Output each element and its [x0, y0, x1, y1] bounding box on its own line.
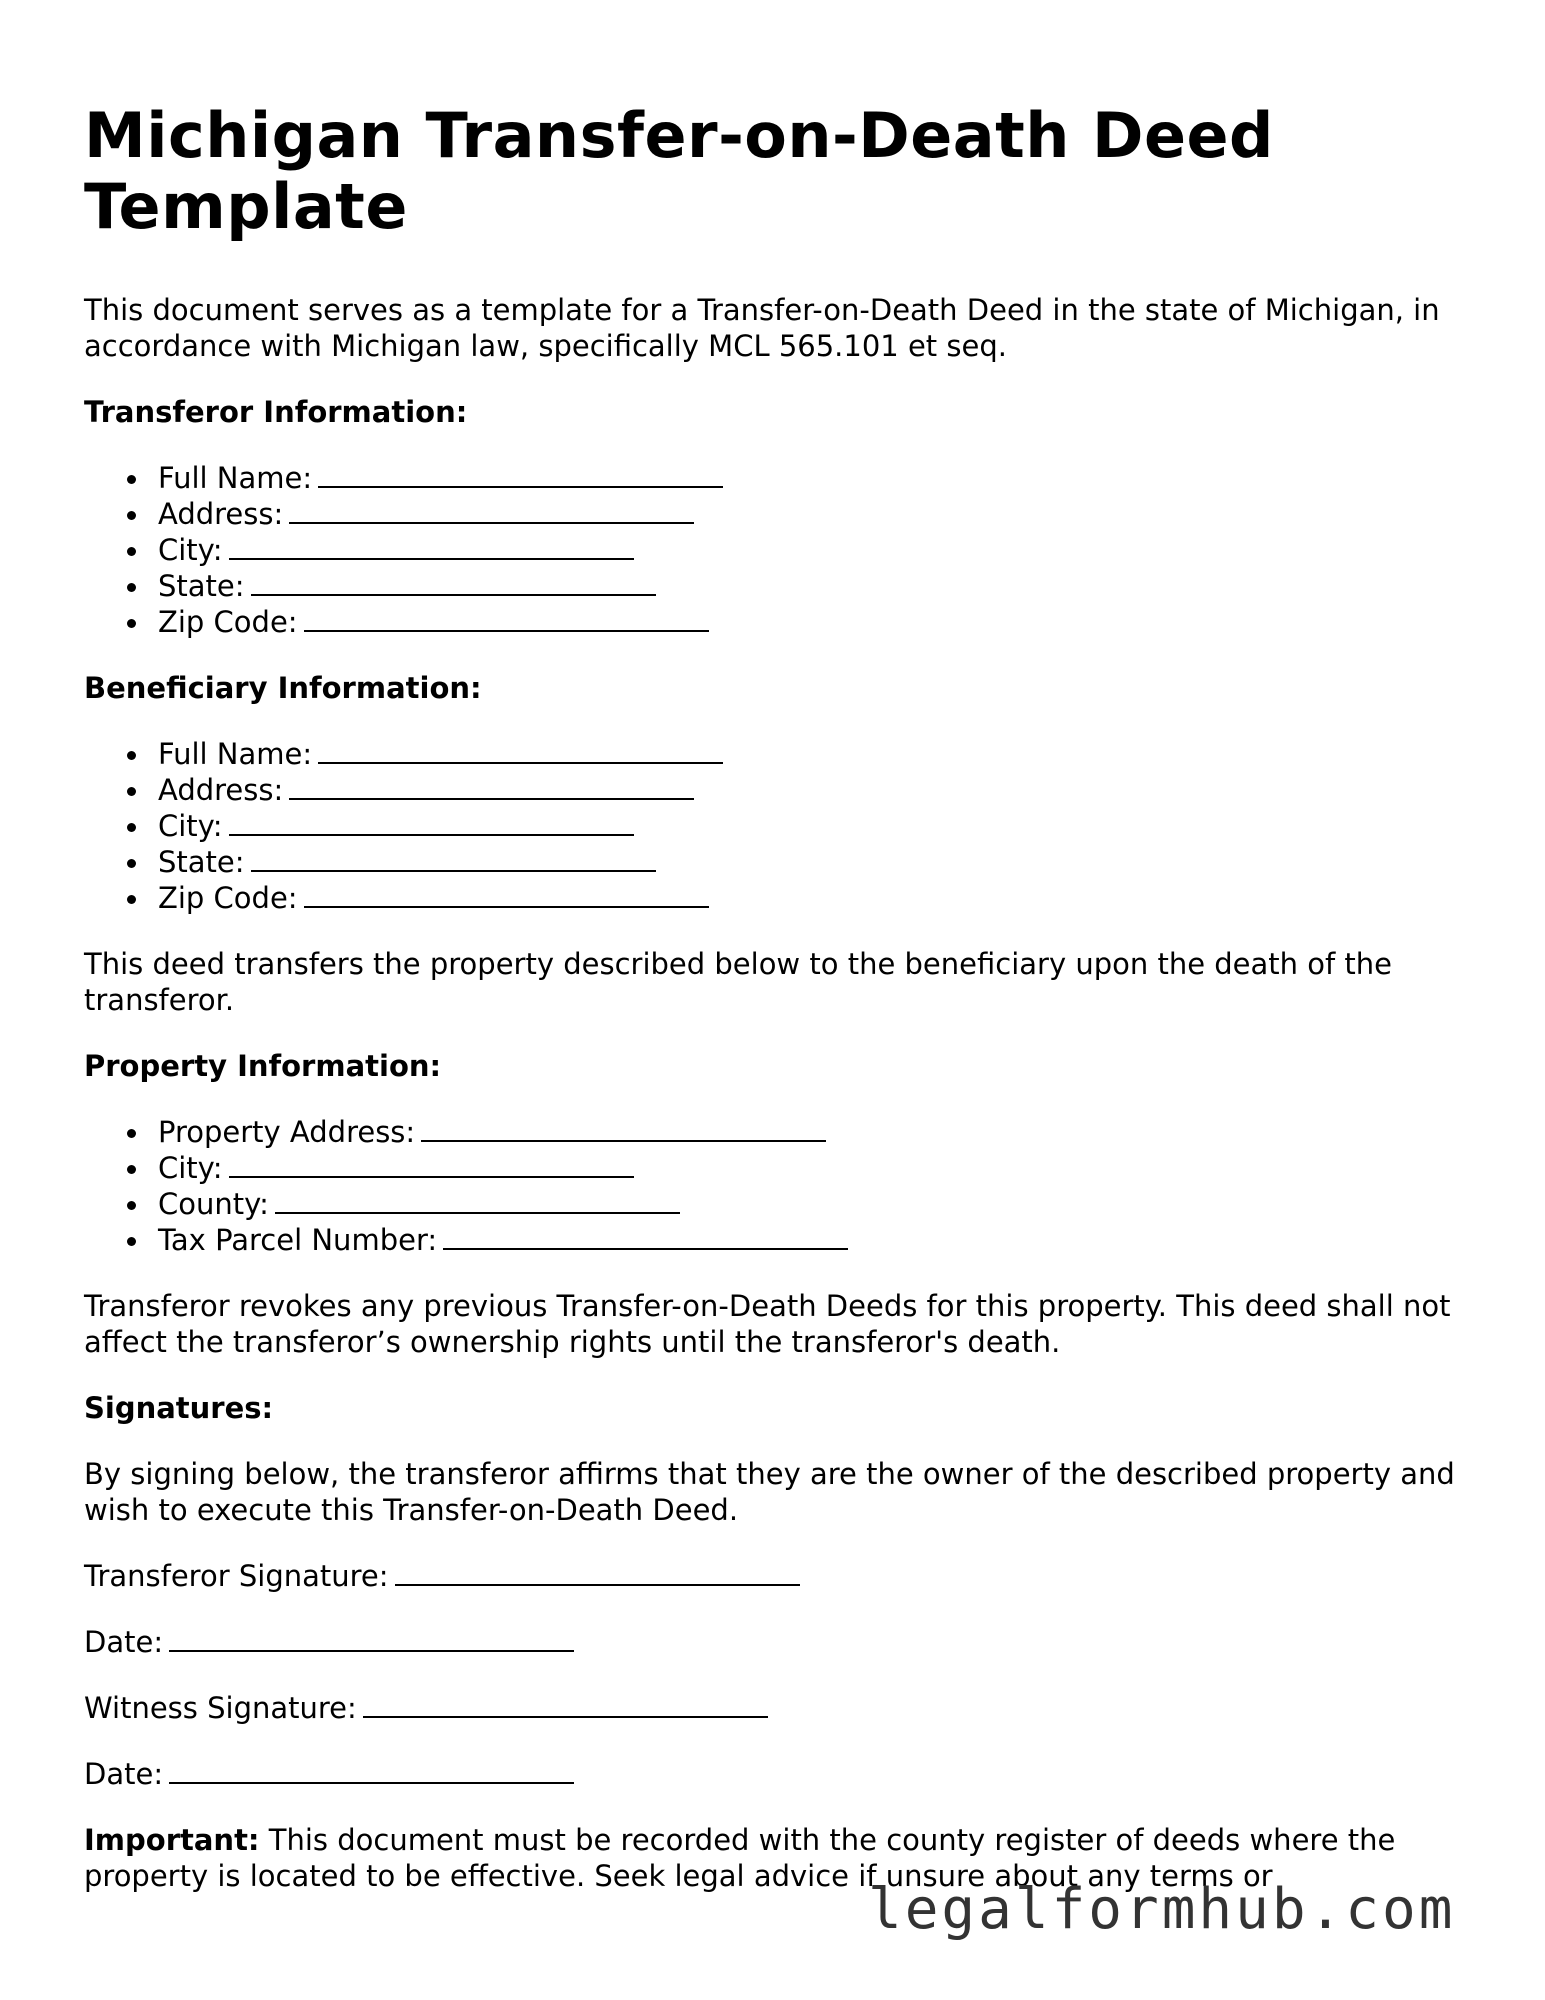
transferor-date-line [84, 1624, 1484, 1660]
fill-in-blank[interactable] [229, 532, 634, 560]
list-item [158, 736, 1484, 772]
list-item [158, 1186, 1484, 1222]
field-label: City: [158, 1151, 223, 1185]
fill-in-blank[interactable] [304, 880, 709, 908]
witness-date-line [84, 1756, 1484, 1792]
property-heading: Property Information: [84, 1049, 442, 1083]
document-page [84, 100, 1484, 1924]
beneficiary-fields [84, 736, 1484, 916]
fill-in-blank[interactable] [289, 496, 694, 524]
fill-in-blank[interactable] [251, 568, 656, 596]
signatures-heading: Signatures: [84, 1391, 274, 1425]
fill-in-blank[interactable] [275, 1186, 680, 1214]
list-item [158, 772, 1484, 808]
fill-in-blank[interactable] [395, 1558, 800, 1586]
beneficiary-heading: Beneficiary Information: [84, 671, 482, 705]
list-item [158, 568, 1484, 604]
field-label: Full Name: [158, 737, 313, 771]
property-fields [84, 1114, 1484, 1258]
fill-in-blank[interactable] [169, 1756, 574, 1784]
fill-in-blank[interactable] [289, 772, 694, 800]
fill-in-blank[interactable] [251, 844, 656, 872]
fill-in-blank[interactable] [421, 1114, 826, 1142]
list-item [158, 532, 1484, 568]
important-text: This document must be recorded with the county register of deeds where the property is located to be effective. Seek legal advice if unsure about any terms or [84, 1823, 1396, 1893]
field-label: Address: [158, 773, 284, 807]
fill-in-blank[interactable] [229, 808, 634, 836]
fill-in-blank[interactable] [443, 1222, 848, 1250]
page-title: Michigan Transfer-on-Death Deed Template [84, 99, 1274, 243]
list-item [158, 1222, 1484, 1258]
field-label: State: [158, 845, 245, 879]
signature-label: Transferor Signature: [84, 1559, 389, 1593]
field-label: Full Name: [158, 461, 313, 495]
fill-in-blank[interactable] [304, 604, 709, 632]
transferor-fields [84, 460, 1484, 640]
signatures-statement: By signing below, the transferor affirms that they are the owner of the described property and wish to execute this Transfer-on-Death Deed. [84, 1457, 1455, 1527]
field-label: Address: [158, 497, 284, 531]
date-label: Date: [84, 1757, 164, 1791]
fill-in-blank[interactable] [169, 1624, 574, 1652]
list-item [158, 1150, 1484, 1186]
signature-label: Witness Signature: [84, 1691, 357, 1725]
intro-paragraph: This document serves as a template for a Transfer-on-Death Deed in the state of Michigan, in accordance with Michigan law, specifically MCL 565.101 et seq. [84, 293, 1440, 363]
field-label: Property Address: [158, 1115, 416, 1149]
fill-in-blank[interactable] [318, 460, 723, 488]
important-label: Important: [84, 1823, 260, 1857]
revocation-statement: Transferor revokes any previous Transfer-on-Death Deeds for this property. This deed shall not affect the transferor’s ownership rights until the transferor's death. [84, 1289, 1451, 1359]
list-item [158, 844, 1484, 880]
transferor-signature-line [84, 1558, 1484, 1594]
list-item [158, 880, 1484, 916]
witness-signature-line [84, 1690, 1484, 1726]
field-label: City: [158, 533, 223, 567]
transferor-heading: Transferor Information: [84, 395, 468, 429]
field-label: County: [158, 1187, 269, 1221]
watermark: legalformhub.com [868, 1877, 1456, 1942]
list-item [158, 808, 1484, 844]
list-item [158, 1114, 1484, 1150]
field-label: Zip Code: [158, 605, 298, 639]
field-label: Tax Parcel Number: [158, 1223, 438, 1257]
field-label: State: [158, 569, 245, 603]
list-item [158, 460, 1484, 496]
date-label: Date: [84, 1625, 164, 1659]
list-item [158, 604, 1484, 640]
field-label: Zip Code: [158, 881, 298, 915]
list-item [158, 496, 1484, 532]
transfer-statement: This deed transfers the property described below to the beneficiary upon the death of the transferor. [84, 947, 1393, 1017]
fill-in-blank[interactable] [229, 1150, 634, 1178]
fill-in-blank[interactable] [318, 736, 723, 764]
field-label: City: [158, 809, 223, 843]
fill-in-blank[interactable] [363, 1690, 768, 1718]
